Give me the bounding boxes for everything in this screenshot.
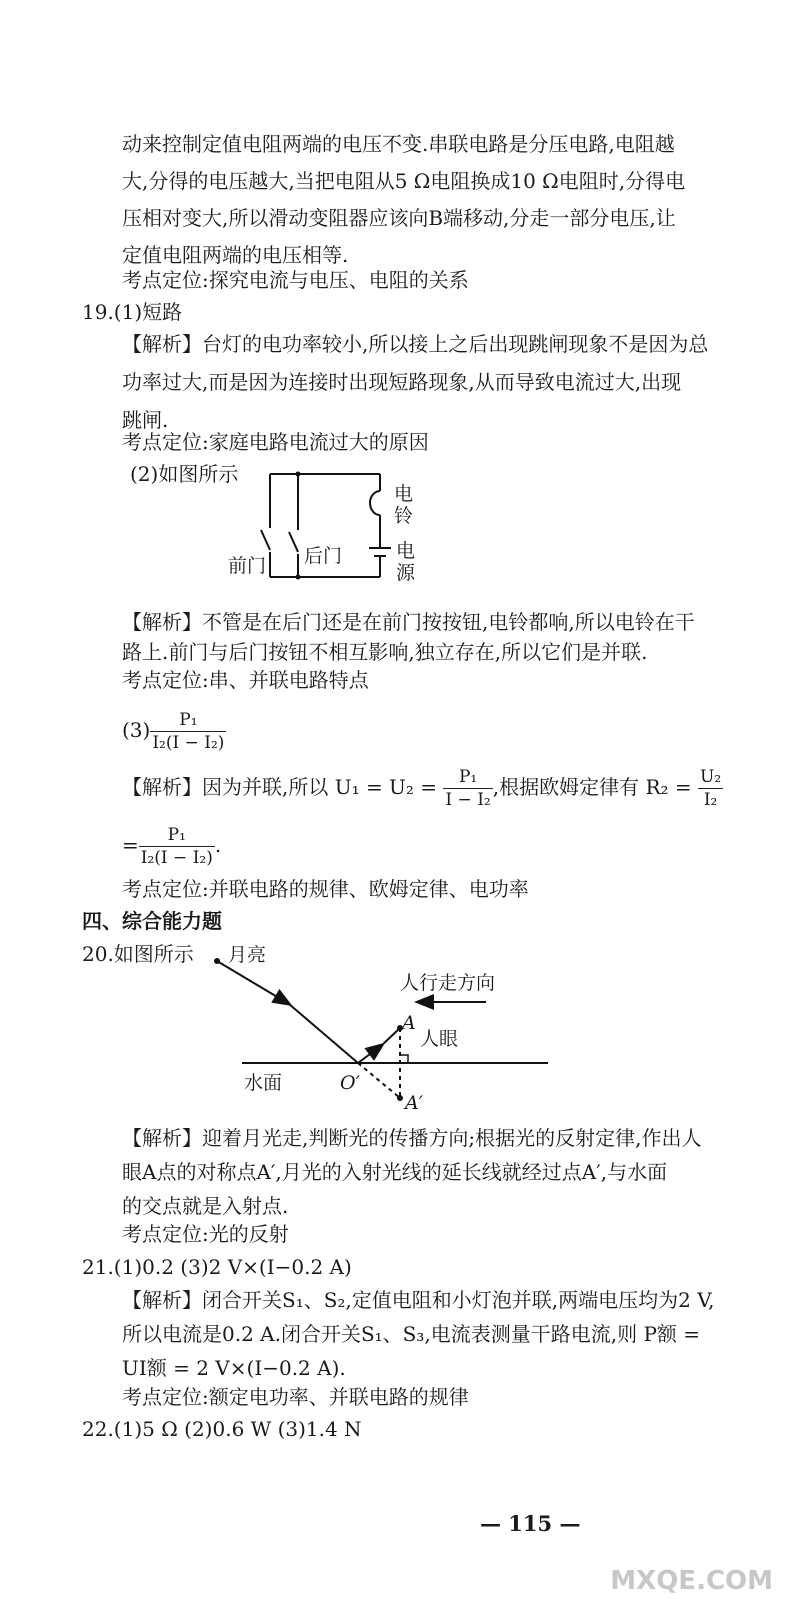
q19-analysis1-line-1: 【解析】台灯的电功率较小,所以接上之后出现跳闸现象不是因为总 (122, 332, 709, 356)
q19-analysis2-line-1: 【解析】不管是在后门还是在前门按按钮,电铃都响,所以电铃在干 (122, 610, 695, 634)
q19-analysis1-line-3: 跳闸. (122, 408, 169, 432)
source-label-2: 源 (396, 562, 416, 584)
source-label-1: 电 (396, 540, 416, 562)
q19-part2: (2)如图所示 (130, 462, 239, 486)
q21-keypoint: 考点定位:额定电功率、并联电路的规律 (122, 1385, 469, 1409)
q18-line-1: 动来控制定值电阻两端的电压不变.串联电路是分压电路,电阻越 (122, 132, 675, 156)
section-heading: 四、综合能力题 (82, 909, 222, 933)
point-a-prime-label: A′ (405, 1092, 424, 1114)
page-number: — 115 — (480, 1511, 581, 1536)
q21-analysis-line-1: 【解析】闭合开关S₁、S₂,定值电阻和小灯泡并联,两端电压均为2 V, (122, 1288, 715, 1312)
back-door-label: 后门 (304, 545, 343, 567)
water-surface-label: 水面 (244, 1072, 283, 1094)
point-a-label: A (402, 1012, 416, 1034)
q18-line-2: 大,分得的电压越大,当把电阻从5 Ω电阻换成10 Ω电阻时,分得电 (122, 169, 686, 193)
eye-label: 人眼 (420, 1028, 459, 1050)
q20-prompt: 20.如图所示 (82, 942, 194, 966)
moon-label: 月亮 (228, 944, 267, 966)
bell-label-2: 铃 (394, 505, 414, 527)
q18-line-3: 压相对变大,所以滑动变阻器应该向B端移动,分走一部分电压,让 (122, 206, 676, 230)
q19-analysis2-line-2: 路上.前门与后门按钮不相互影响,独立存在,所以它们是并联. (122, 640, 648, 664)
fraction-denominator: I₂(I − I₂) (152, 733, 225, 753)
q20-keypoint: 考点定位:光的反射 (122, 1222, 289, 1246)
fraction-denominator: I₂ (703, 790, 718, 810)
fraction-numerator: P₁ (443, 766, 492, 789)
fraction-numerator: P₁ (150, 709, 226, 732)
q21-answer: 21.(1)0.2 (3)2 V×(I−0.2 A) (82, 1255, 352, 1279)
point-o-label: O′ (340, 1072, 360, 1094)
q18-keypoint: 考点定位:探究电流与电压、电阻的关系 (122, 268, 469, 292)
bell-label-1: 电 (394, 483, 414, 505)
q19-analysis1-line-2: 功率过大,而是因为连接时出现短路现象,从而导致电流过大,出现 (122, 370, 682, 394)
analysis3-end: . (214, 833, 222, 857)
fraction-numerator: U₂ (700, 767, 722, 787)
watermark-logo: MXQE.COM (610, 1566, 773, 1596)
q19-keypoint1: 考点定位:家庭电路电流过大的原因 (122, 430, 429, 454)
fraction-denominator: I₂(I − I₂) (140, 848, 213, 868)
analysis3-middle: ,根据欧姆定律有 R₂ = (492, 775, 692, 799)
q18-line-4: 定值电阻两端的电压相等. (122, 243, 349, 267)
front-door-label: 前门 (228, 555, 267, 577)
q19-part3-label: (3) (122, 718, 151, 742)
analysis3-prefix: 【解析】因为并联,所以 U₁ = U₂ = (122, 775, 438, 799)
q19-keypoint3: 考点定位:并联电路的规律、欧姆定律、电功率 (122, 877, 529, 901)
q19-keypoint2: 考点定位:串、并联电路特点 (122, 668, 369, 692)
q22-answer: 22.(1)5 Ω (2)0.6 W (3)1.4 N (82, 1417, 362, 1441)
fraction-numerator: P₁ (139, 824, 215, 847)
fraction-denominator: I − I₂ (445, 790, 491, 810)
analysis3-equals: = (122, 833, 139, 857)
q21-analysis-line-3: UI额 = 2 V×(I−0.2 A). (122, 1356, 346, 1380)
q20-analysis-line-2: 眼A点的对称点A′,月光的入射光线的延长线就经过点A′,与水面 (122, 1160, 668, 1184)
q20-analysis-line-1: 【解析】迎着月光走,判断光的传播方向;根据光的反射定律,作出人 (122, 1126, 702, 1150)
walking-direction-label: 人行走方向 (400, 972, 496, 994)
q19-part1: 19.(1)短路 (82, 300, 183, 324)
q20-analysis-line-3: 的交点就是入射点. (122, 1194, 289, 1218)
q21-analysis-line-2: 所以电流是0.2 A.闭合开关S₁、S₃,电流表测量干路电流,则 P额 = (122, 1322, 701, 1346)
